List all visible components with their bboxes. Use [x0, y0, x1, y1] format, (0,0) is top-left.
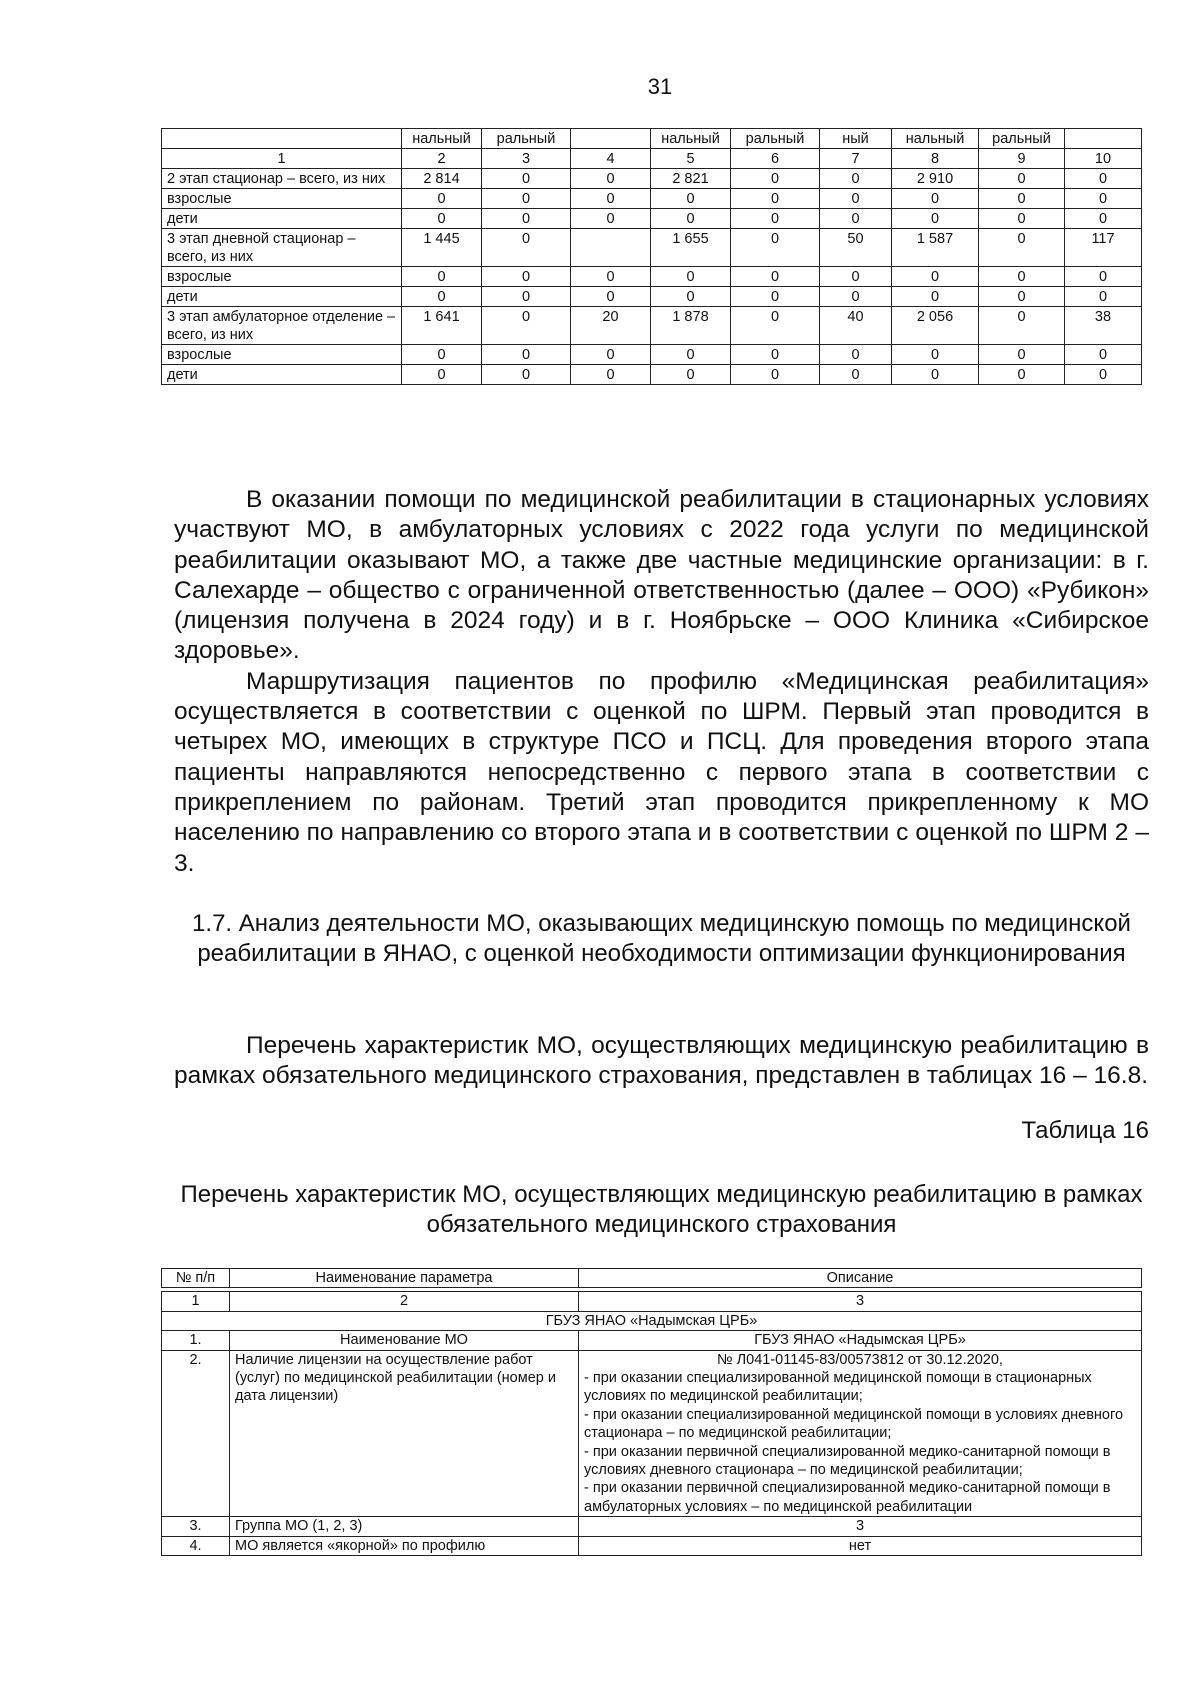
- description-line: ГБУЗ ЯНАО «Надымская ЦРБ»: [754, 1332, 966, 1349]
- value-cell: 0: [571, 169, 651, 189]
- value-cell: 0: [482, 307, 571, 345]
- value-cell: 0: [731, 287, 820, 307]
- header-cell: ный: [820, 129, 892, 149]
- value-cell: 0: [820, 365, 892, 385]
- row-number-cell: 3.: [162, 1517, 230, 1536]
- table-row: [162, 1517, 1142, 1536]
- value-cell: 0: [731, 267, 820, 287]
- value-cell: 0: [820, 189, 892, 209]
- value-cell: 0: [571, 345, 651, 365]
- value-cell: 0: [892, 209, 979, 229]
- row-label-cell: 3 этап дневной стационар – всего, из них: [162, 229, 402, 267]
- paragraph-participation: В оказании помощи по медицинской реабилитации в стационарных условиях участвуют МО, в амбулаторных условиях с 2022 года услуги по медицинской реабилитации оказывают МО, а также две частные медицинские организации: в г. Салехарде – общество с ограниченной ответственностью (далее – ООО) «Рубикон» (лицензия получена в 2024 году) и в г. Ноябрьске – ООО Клиника «Сибирское здоровье».: [174, 486, 1149, 665]
- parameter-cell: МО является «якорной» по профилю: [230, 1536, 579, 1555]
- value-cell: 0: [571, 365, 651, 385]
- row-label-cell: 2 этап стационар – всего, из них: [162, 169, 402, 189]
- description-line: - при оказании специализированной медицинской помощи в стационарных условиях по медицинской реабилитации;: [584, 1370, 1092, 1405]
- row-label-cell: взрослые: [162, 189, 402, 209]
- value-cell: 1 445: [402, 229, 482, 267]
- header-cell: нальный: [402, 129, 482, 149]
- header-cell: № п/п: [162, 1269, 230, 1288]
- paragraph-intro: Перечень характеристик МО, осуществляющих медицинскую реабилитацию в рамках обязательного медицинского страхования, представлен в таблицах 16 – 16.8.: [174, 1032, 1149, 1090]
- value-cell: 0: [482, 189, 571, 209]
- value-cell: 0: [402, 365, 482, 385]
- value-cell: 38: [1065, 307, 1142, 345]
- header-fragment-row: [162, 129, 1142, 149]
- value-cell: 0: [482, 169, 571, 189]
- value-cell: 0: [820, 267, 892, 287]
- paragraph-routing: Маршрутизация пациентов по профилю «Медицинская реабилитация» осуществляется в соответствии с оценкой по ШРМ. Первый этап проводится в четырех МО, имеющих в структуре ПСО и ПСЦ. Для проведения второго этапа пациенты направляются непосредственно с первого этапа в соответствии с прикреплением по районам. Третий этап проводится прикрепленному к МО населению по направлению со второго этапа и в соответствии с оценкой по ШРМ 2 – 3.: [174, 667, 1149, 877]
- column-number-cell: 3: [482, 149, 571, 169]
- value-cell: 0: [979, 169, 1065, 189]
- header-cell: нальный: [892, 129, 979, 149]
- header-cell: Описание: [579, 1269, 1142, 1288]
- table-row: [162, 1350, 1142, 1517]
- section-heading: 1.7. Анализ деятельности МО, оказывающих медицинскую помощь по медицинской реабилитации в ЯНАО, с оценкой необходимости оптимизации функционирования: [192, 910, 1131, 967]
- value-cell: 0: [1065, 345, 1142, 365]
- intro-text: [174, 1031, 1149, 1092]
- value-cell: 0: [892, 287, 979, 307]
- value-cell: 0: [482, 365, 571, 385]
- parameter-cell: Наличие лицензии на осуществление работ (услуг) по медицинской реабилитации (номер и дата лицензии): [230, 1350, 579, 1517]
- description-cell: [579, 1350, 1142, 1517]
- parameter-cell: Группа МО (1, 2, 3): [230, 1517, 579, 1536]
- value-cell: 0: [731, 209, 820, 229]
- value-cell: 0: [731, 345, 820, 365]
- value-cell: 0: [892, 189, 979, 209]
- value-cell: 0: [571, 267, 651, 287]
- value-cell: 0: [820, 287, 892, 307]
- value-cell: 0: [1065, 287, 1142, 307]
- page-number: 31: [647, 74, 673, 99]
- value-cell: 0: [979, 287, 1065, 307]
- value-cell: 0: [571, 287, 651, 307]
- table-row: [162, 1536, 1142, 1555]
- value-cell: 0: [731, 169, 820, 189]
- description-cell: [579, 1536, 1142, 1555]
- value-cell: 0: [402, 287, 482, 307]
- value-cell: 0: [979, 365, 1065, 385]
- value-cell: 0: [979, 209, 1065, 229]
- value-cell: 0: [1065, 267, 1142, 287]
- value-cell: 0: [482, 345, 571, 365]
- value-cell: 0: [651, 189, 731, 209]
- table-row: [162, 1331, 1142, 1350]
- value-cell: 0: [892, 267, 979, 287]
- value-cell: 1 878: [651, 307, 731, 345]
- value-cell: 1 641: [402, 307, 482, 345]
- value-cell: 0: [731, 229, 820, 267]
- description-line: № Л041-01145-83/00573812 от 30.12.2020,: [717, 1351, 1003, 1368]
- description-line: - при оказании первичной специализированной медико-санитарной помощи в условиях дневного стационара – по медицинской реабилитации;: [584, 1443, 1111, 1479]
- value-cell: 0: [402, 189, 482, 209]
- column-number-cell: 9: [979, 149, 1065, 169]
- table-row: [162, 307, 1142, 345]
- column-number-cell: 5: [651, 149, 731, 169]
- row-number-cell: 1.: [162, 1331, 230, 1350]
- column-number-cell: 2: [402, 149, 482, 169]
- description-line: нет: [848, 1537, 872, 1554]
- column-number-cell: 4: [571, 149, 651, 169]
- column-number-cell: 10: [1065, 149, 1142, 169]
- description-cell: [579, 1331, 1142, 1350]
- row-number-cell: 2.: [162, 1350, 230, 1517]
- value-cell: 0: [1065, 209, 1142, 229]
- value-cell: 0: [979, 229, 1065, 267]
- value-cell: 0: [892, 345, 979, 365]
- column-number-cell: 2: [230, 1292, 579, 1311]
- description-cell: [579, 1517, 1142, 1536]
- value-cell: 2 814: [402, 169, 482, 189]
- value-cell: 0: [402, 345, 482, 365]
- group-title-cell: ГБУЗ ЯНАО «Надымская ЦРБ»: [162, 1311, 1142, 1330]
- table-row: [162, 229, 1142, 267]
- value-cell: [571, 229, 651, 267]
- mo-characteristics-table: [161, 1268, 1142, 1556]
- column-number-cell: 3: [579, 1292, 1142, 1311]
- row-number-cell: 4.: [162, 1536, 230, 1555]
- value-cell: 2 910: [892, 169, 979, 189]
- value-cell: 0: [979, 189, 1065, 209]
- value-cell: 50: [820, 229, 892, 267]
- row-label-cell: взрослые: [162, 345, 402, 365]
- column-number-cell: 8: [892, 149, 979, 169]
- value-cell: 0: [1065, 189, 1142, 209]
- header-cell: нальный: [651, 129, 731, 149]
- header-cell: ральный: [979, 129, 1065, 149]
- column-number-row: [162, 1292, 1142, 1311]
- row-label-cell: дети: [162, 209, 402, 229]
- column-number-cell: 7: [820, 149, 892, 169]
- value-cell: 0: [1065, 365, 1142, 385]
- value-cell: 1 655: [651, 229, 731, 267]
- header-row: [162, 1269, 1142, 1288]
- value-cell: 0: [651, 345, 731, 365]
- value-cell: 0: [482, 229, 571, 267]
- value-cell: 2 821: [651, 169, 731, 189]
- description-line: - при оказании специализированной медицинской помощи в условиях дневного стационара – по медицинской реабилитации;: [584, 1406, 1124, 1442]
- body-text: [174, 485, 1149, 879]
- value-cell: 0: [979, 307, 1065, 345]
- value-cell: 0: [731, 189, 820, 209]
- value-cell: 0: [731, 365, 820, 385]
- header-cell: ральный: [731, 129, 820, 149]
- row-label-cell: дети: [162, 287, 402, 307]
- value-cell: 0: [482, 287, 571, 307]
- value-cell: 0: [820, 169, 892, 189]
- row-label-cell: взрослые: [162, 267, 402, 287]
- value-cell: 1 587: [892, 229, 979, 267]
- description-line: 3: [855, 1518, 865, 1535]
- header-cell: [571, 129, 651, 149]
- value-cell: 0: [651, 209, 731, 229]
- parameter-cell: Наименование МО: [230, 1331, 579, 1350]
- value-cell: 0: [651, 287, 731, 307]
- value-cell: 0: [651, 267, 731, 287]
- table-row: [162, 267, 1142, 287]
- column-number-cell: 1: [162, 149, 402, 169]
- value-cell: 0: [571, 189, 651, 209]
- table-row: [162, 287, 1142, 307]
- value-cell: 117: [1065, 229, 1142, 267]
- value-cell: 0: [482, 209, 571, 229]
- header-cell: [162, 129, 402, 149]
- value-cell: 2 056: [892, 307, 979, 345]
- row-label-cell: дети: [162, 365, 402, 385]
- column-number-cell: 6: [731, 149, 820, 169]
- stages-table: [161, 128, 1142, 385]
- value-cell: 0: [1065, 169, 1142, 189]
- table-number: Таблица 16: [1021, 1117, 1149, 1144]
- value-cell: 0: [820, 345, 892, 365]
- value-cell: 0: [979, 267, 1065, 287]
- group-title-row: [162, 1311, 1142, 1330]
- value-cell: 0: [892, 365, 979, 385]
- header-cell: Наименование параметра: [230, 1269, 579, 1288]
- description-line: - при оказании первичной специализированной медико-санитарной помощи в амбулаторных условиях – по медицинской реабилитации: [584, 1480, 1111, 1515]
- value-cell: 0: [482, 267, 571, 287]
- value-cell: 40: [820, 307, 892, 345]
- table-row: [162, 365, 1142, 385]
- table-row: [162, 345, 1142, 365]
- value-cell: 0: [820, 209, 892, 229]
- header-cell: ральный: [482, 129, 571, 149]
- table-row: [162, 209, 1142, 229]
- value-cell: 20: [571, 307, 651, 345]
- value-cell: 0: [731, 307, 820, 345]
- value-cell: 0: [979, 345, 1065, 365]
- value-cell: 0: [651, 365, 731, 385]
- column-number-row: [162, 149, 1142, 169]
- table-row: [162, 189, 1142, 209]
- table-title: Перечень характеристик МО, осуществляющих медицинскую реабилитацию в рамках обязательного медицинского страхования: [180, 1181, 1143, 1238]
- table-row: [162, 169, 1142, 189]
- value-cell: 0: [402, 209, 482, 229]
- header-cell: [1065, 129, 1142, 149]
- column-number-cell: 1: [162, 1292, 230, 1311]
- value-cell: 0: [402, 267, 482, 287]
- row-label-cell: 3 этап амбулаторное отделение – всего, из них: [162, 307, 402, 345]
- value-cell: 0: [571, 209, 651, 229]
